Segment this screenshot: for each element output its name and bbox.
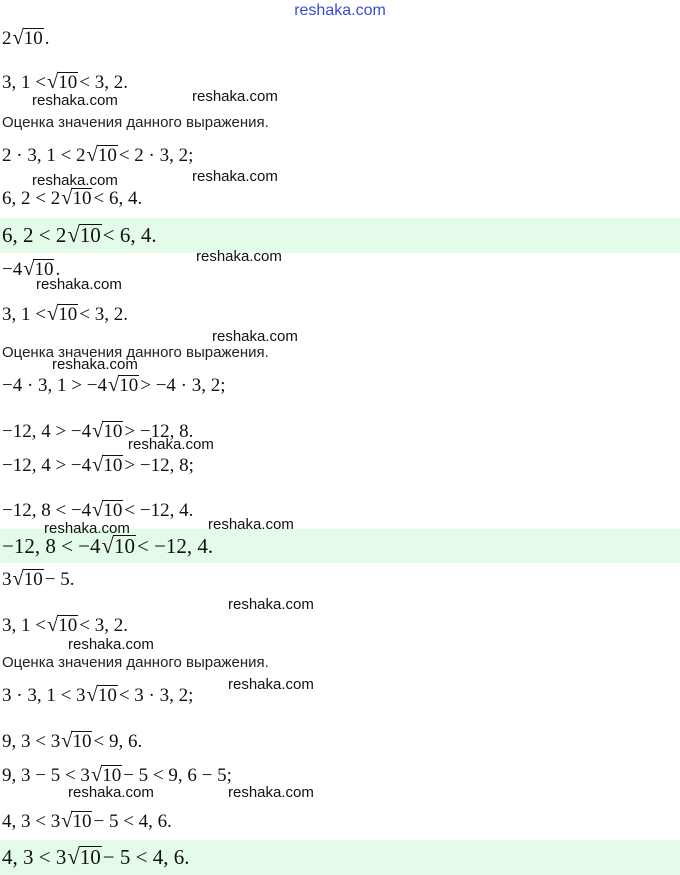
watermark: reshaka.com [36, 276, 122, 293]
sqrt-interval: 3, 1 < √ 10 < 3, 2. [2, 614, 128, 636]
watermark: reshaka.com [228, 676, 314, 693]
watermark: reshaka.com [32, 172, 118, 189]
watermark: reshaka.com [192, 168, 278, 185]
sqrt-interval: 3, 1 < √ 10 < 3, 2. [2, 71, 128, 93]
step: 2 · 3, 1 < 2 √ 10 < 2 · 3, 2; [2, 144, 194, 166]
sqrt-symbol: √ 10 [46, 303, 78, 325]
answer: −12, 8 < −4 √ 10 < −12, 4. [2, 533, 214, 558]
sqrt-symbol: √ 10 [92, 499, 123, 521]
sqrt-interval: 3, 1 < √ 10 < 3, 2. [2, 303, 128, 325]
sqrt-symbol: √ 10 [67, 844, 101, 869]
estimate-comment: Оценка значения данного выражения. [2, 654, 269, 671]
sqrt-symbol: √ 10 [12, 568, 43, 590]
sqrt-symbol: √ 10 [101, 533, 135, 558]
sqrt-symbol: √ 10 [107, 374, 139, 396]
step: −12, 4 > −4 √ 10 > −12, 8. [2, 420, 194, 442]
step: −12, 8 < −4 √ 10 < −12, 4. [2, 499, 194, 521]
watermark: reshaka.com [52, 356, 138, 373]
step: 4, 3 < 3 √ 10 − 5 < 4, 6. [2, 810, 172, 832]
site-link-header[interactable]: reshaka.com [294, 2, 386, 19]
expression: 2 √ 10 . [2, 27, 50, 49]
sqrt-symbol: √ 10 [86, 144, 117, 166]
watermark: reshaka.com [32, 92, 118, 109]
step: −12, 4 > −4 √ 10 > −12, 8; [2, 454, 194, 476]
step: 3 · 3, 1 < 3 √ 10 < 3 · 3, 2; [2, 684, 194, 706]
sqrt-symbol: √ 10 [90, 764, 122, 786]
sqrt-symbol: √ 10 [67, 222, 101, 247]
expression: 3 √ 10 − 5. [2, 568, 75, 590]
answer: 4, 3 < 3 √ 10 − 5 < 4, 6. [2, 844, 190, 869]
watermark: reshaka.com [196, 248, 282, 265]
sqrt-symbol: √ 10 [23, 258, 54, 280]
sqrt-symbol: √ 10 [92, 420, 123, 442]
watermark: reshaka.com [128, 436, 214, 453]
sqrt-symbol: √ 10 [46, 71, 78, 93]
sqrt-symbol: √ 10 [61, 187, 92, 209]
estimate-comment: Оценка значения данного выражения. [2, 114, 269, 131]
watermark: reshaka.com [212, 328, 298, 345]
estimate-comment: Оценка значения данного выражения. [2, 344, 269, 361]
sqrt-symbol: √ 10 [92, 454, 123, 476]
watermark: reshaka.com [68, 636, 154, 653]
sqrt-symbol: √ 10 [61, 810, 92, 832]
step: 9, 3 − 5 < 3 √ 10 − 5 < 9, 6 − 5; [2, 764, 232, 786]
watermark: reshaka.com [68, 784, 154, 801]
expression: −4 √ 10 . [2, 258, 61, 280]
answer: 6, 2 < 2 √ 10 < 6, 4. [2, 222, 157, 247]
sqrt-symbol: √ 10 [86, 684, 117, 706]
sqrt-symbol: √ 10 [46, 614, 78, 636]
step: −4 · 3, 1 > −4 √ 10 > −4 · 3, 2; [2, 374, 226, 396]
step: 9, 3 < 3 √ 10 < 9, 6. [2, 730, 143, 752]
sqrt-symbol: √ 10 [12, 27, 43, 49]
watermark: reshaka.com [44, 520, 130, 537]
step: 6, 2 < 2 √ 10 < 6, 4. [2, 187, 143, 209]
sqrt-symbol: √ 10 [61, 730, 92, 752]
watermark: reshaka.com [228, 596, 314, 613]
watermark: reshaka.com [192, 88, 278, 105]
watermark: reshaka.com [208, 516, 294, 533]
watermark: reshaka.com [228, 784, 314, 801]
